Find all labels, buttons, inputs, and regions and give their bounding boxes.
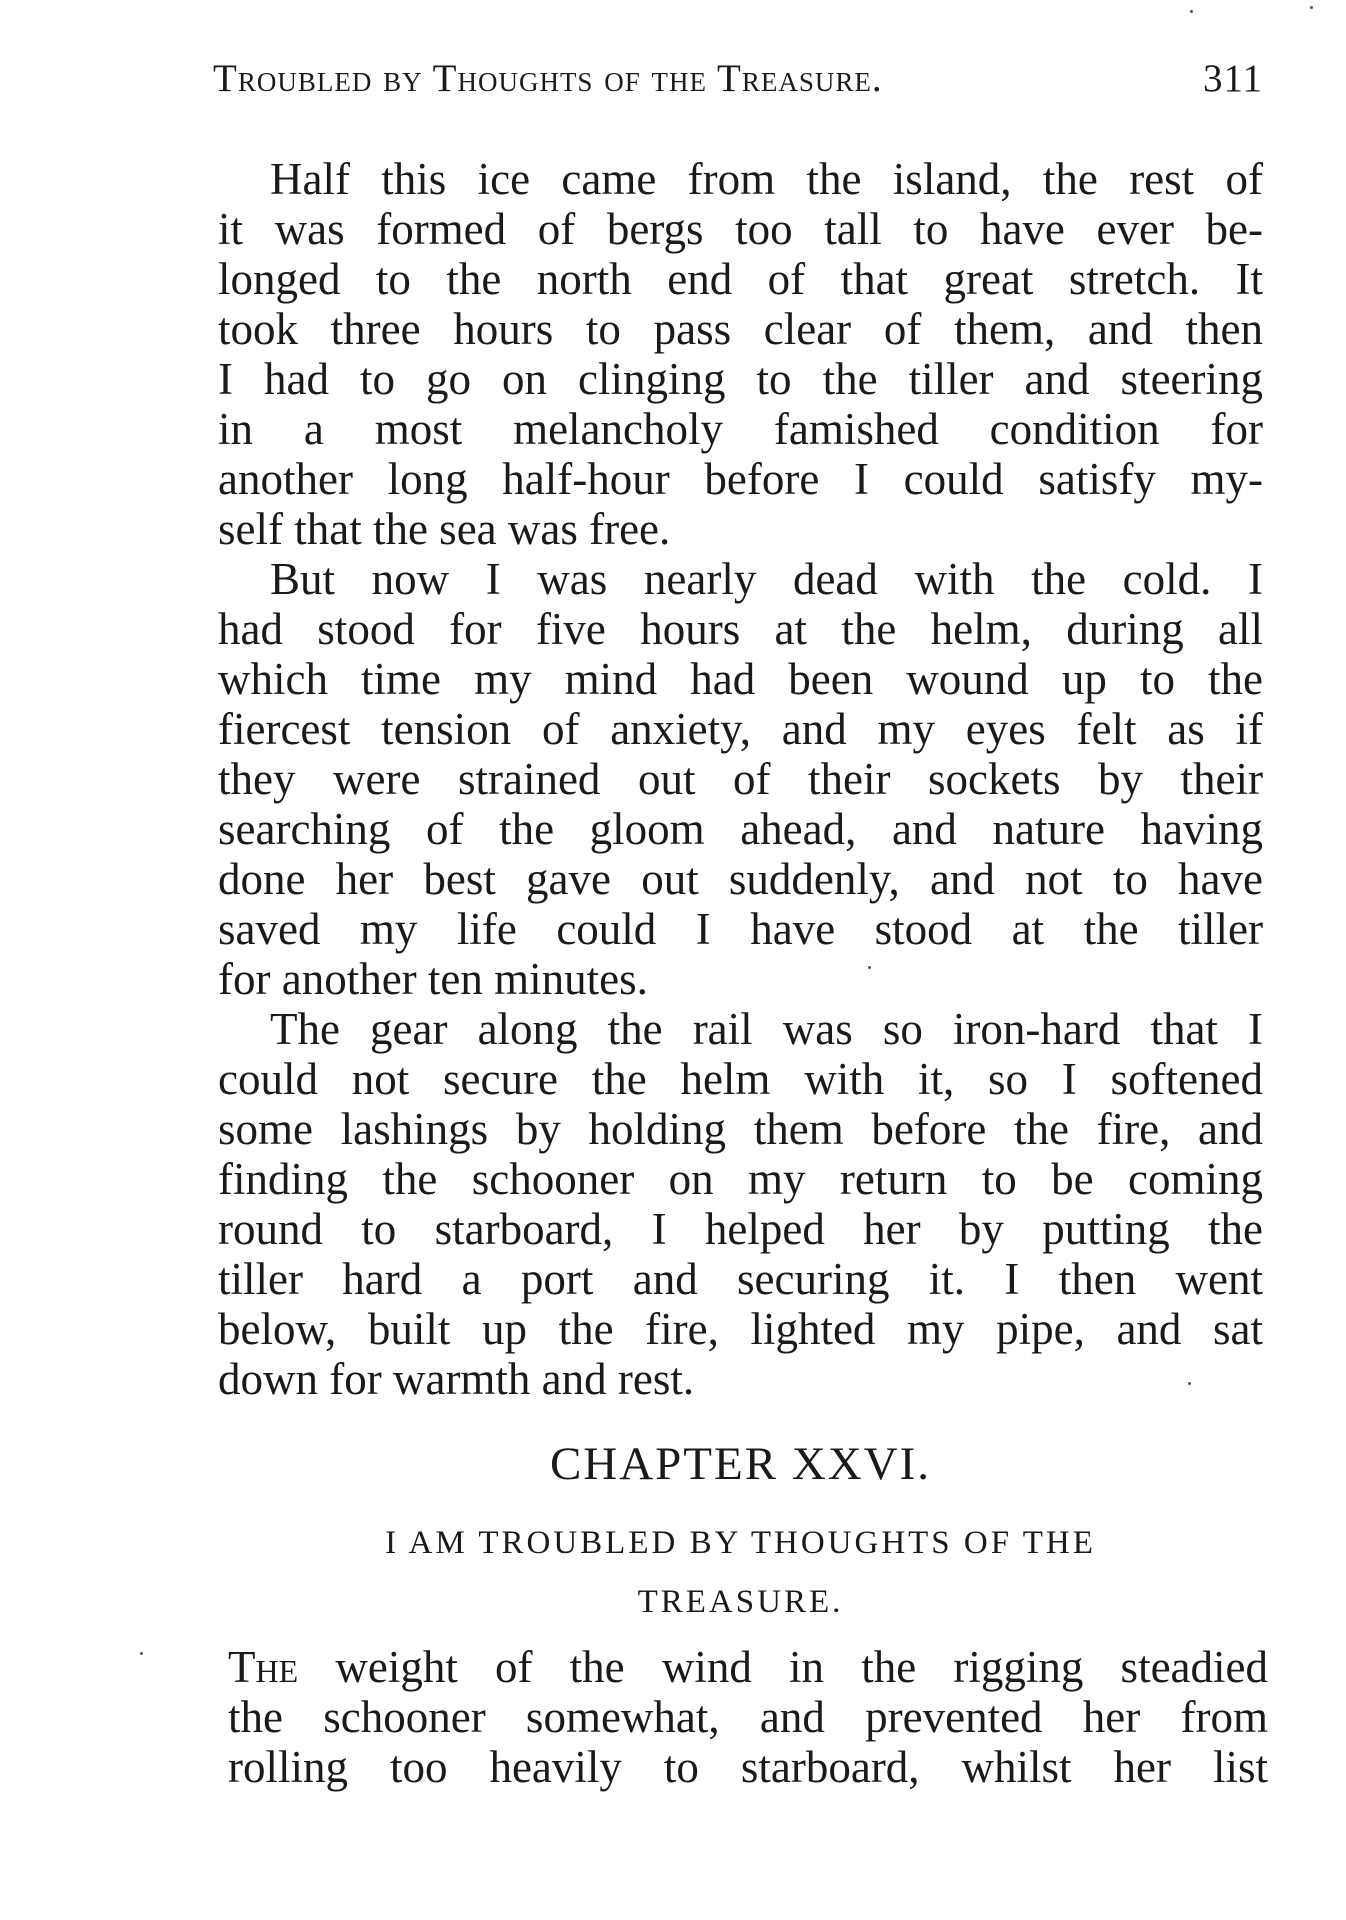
text-line: below, built up the fire, lighted my pipe, and sat — [218, 1304, 1263, 1354]
chapter-subtitle-continued: TREASURE. — [637, 1584, 844, 1620]
running-head-title: Troubled by Thoughts of the Treasure. — [213, 57, 883, 100]
text-line: it was formed of bergs too tall to have ever be- — [218, 204, 1263, 254]
text-line: searching of the gloom ahead, and nature having — [218, 804, 1263, 854]
paper-speck — [1190, 10, 1193, 13]
text-line: had stood for five hours at the helm, during all — [218, 604, 1263, 654]
text-line: another long half-hour before I could satisfy my- — [218, 454, 1263, 504]
paper-speck — [1188, 1382, 1191, 1385]
paper-speck — [140, 1652, 143, 1655]
text-line: down for warmth and rest. — [218, 1354, 695, 1404]
text-line: round to starboard, I helped her by putting the — [218, 1204, 1263, 1254]
opening-small-caps: The — [228, 1642, 299, 1692]
text-line: done her best gave out suddenly, and not to have — [218, 854, 1263, 904]
paper-speck — [1310, 6, 1313, 9]
text-line: in a most melancholy famished condition for — [218, 404, 1263, 454]
text-line: I had to go on clinging to the tiller and steering — [218, 354, 1263, 404]
text-line: Half this ice came from the island, the rest of — [270, 154, 1263, 204]
opening-line-rest: weight of the wind in the rigging steadied — [298, 1642, 1268, 1692]
text-line: fiercest tension of anxiety, and my eyes felt as if — [218, 704, 1263, 754]
text-line: tiller hard a port and securing it. I then went — [218, 1254, 1263, 1304]
text-line: the schooner somewhat, and prevented her from — [228, 1692, 1268, 1742]
text-line: longed to the north end of that great stretch. It — [218, 254, 1263, 304]
text-line: took three hours to pass clear of them, and then — [218, 304, 1263, 354]
text-line: could not secure the helm with it, so I softened — [218, 1054, 1263, 1104]
text-line: which time my mind had been wound up to the — [218, 654, 1263, 704]
text-line: they were strained out of their sockets by their — [218, 754, 1263, 804]
paper-speck — [868, 966, 871, 969]
text-line: some lashings by holding them before the fire, and — [218, 1104, 1263, 1154]
body-text — [218, 154, 1263, 1404]
text-line: finding the schooner on my return to be coming — [218, 1154, 1263, 1204]
chapter-opening-text — [228, 1642, 1268, 1792]
text-line: for another ten minutes. — [218, 954, 648, 1004]
chapter-heading: CHAPTER XXVI. — [549, 1438, 932, 1490]
text-line: self that the sea was free. — [218, 504, 671, 554]
chapter-subtitle: I AM TROUBLED BY THOUGHTS OF THE — [385, 1525, 1096, 1561]
text-line: saved my life could I have stood at the tiller — [218, 904, 1263, 954]
text-line: But now I was nearly dead with the cold. I — [270, 554, 1263, 604]
text-line — [228, 1642, 1268, 1692]
page-number: 311 — [1202, 57, 1263, 100]
running-head — [213, 56, 1263, 116]
text-line: rolling too heavily to starboard, whilst her list — [228, 1742, 1268, 1792]
text-line: The gear along the rail was so iron-hard that I — [270, 1004, 1263, 1054]
